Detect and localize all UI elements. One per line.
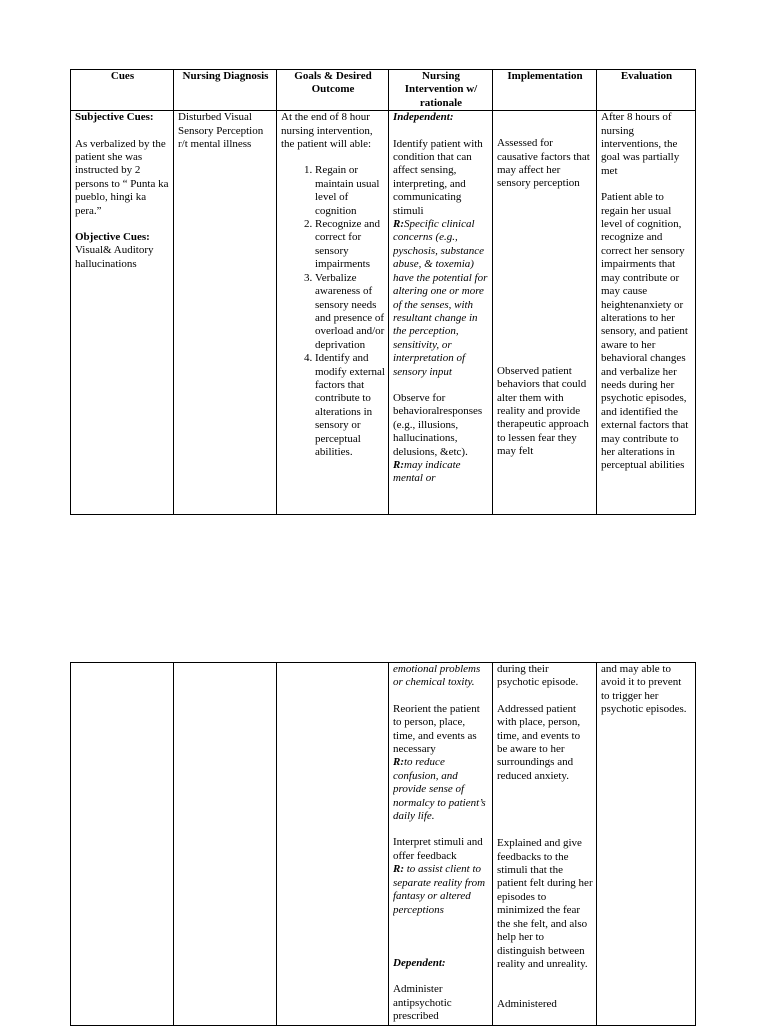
goals-cell <box>277 111 389 515</box>
implementation-cell-continued <box>493 663 597 1026</box>
care-plan-page-2 <box>70 662 695 1026</box>
intervention-cell <box>389 111 493 515</box>
intervention-2-text: Observe for behavioralresponses (e.g., illusions, hallucinations, delusions, &etc). <box>393 391 483 458</box>
intervention-4-rationale: R: to assist client to separate reality from fantasy or altered perceptions <box>393 863 486 916</box>
independent-heading: Independent: <box>393 111 454 124</box>
body-row <box>71 111 696 515</box>
header-evaluation: Evaluation <box>597 70 696 111</box>
intervention-4-text: Interpret stimuli and offer feedback <box>393 836 483 862</box>
evaluation-1: After 8 hours of nursing interventions, the goal was partially met <box>601 111 680 177</box>
intervention-1-text: Identify patient with condition that can affect sensing, interpreting, and communicating stimuli <box>393 137 483 217</box>
cues-cell <box>71 111 174 515</box>
implementation-cell <box>493 111 597 515</box>
diagnosis-cell-continued <box>174 663 277 1026</box>
goal-item: 3. Verbalize awareness of sensory needs and presence of overload and/or deprivation <box>315 272 385 352</box>
implementation-1: Assessed for causative factors that may affect her sensory perception <box>497 137 590 190</box>
objective-cues-title: Objective Cues: <box>75 231 150 244</box>
header-intervention: Nursing Intervention w/ rationale <box>389 70 493 111</box>
goals-intro: At the end of 8 hour nursing intervention, the patient will able: <box>281 111 373 151</box>
diagnosis-cell <box>174 111 277 515</box>
evaluation-cell <box>597 111 696 515</box>
objective-cues-text: Visual& Auditory hallucinations <box>75 244 154 270</box>
header-implementation: Implementation <box>493 70 597 111</box>
care-plan-table <box>70 69 696 515</box>
dependent-1-text: Administer antipsychotic prescribed <box>393 983 452 1023</box>
goals-list <box>281 164 385 459</box>
subjective-cues-title: Subjective Cues: <box>75 111 154 124</box>
implementation-2-continued: during their psychotic episode. <box>497 663 579 689</box>
implementation-5: Administered <box>497 998 557 1011</box>
goal-item: 4. Identify and modify external factors that contribute to alterations in sensory or perceptual abilities. <box>315 352 385 459</box>
intervention-3-text: Reorient the patient to person, place, time, and events as necessary <box>393 702 480 756</box>
cues-cell-continued <box>71 663 174 1026</box>
implementation-3: Addressed patient with place, person, time, and events to be aware to her surroundings and reduced anxiety. <box>497 702 581 782</box>
goal-item: 1. Regain or maintain usual level of cognition <box>315 164 385 218</box>
evaluation-cell-continued <box>597 663 696 1026</box>
intervention-1-rationale: R:Specific clinical concerns (e.g., pyschosis, substance abuse, & toxemia) have the potential for altering one or more of the senses, with resultant change in the perception, sensitivity, or interpretation of sensory input <box>393 218 488 378</box>
implementation-4: Explained and give feedbacks to the stimuli that the patient felt during her episodes to minimized the fear the she felt, and also help her to distinguish between reality and unreality. <box>497 837 593 970</box>
subjective-cues-text: As verbalized by the patient she was instructed by 2 persons to “ Punta ka pueblo, hingi ka pera.” <box>75 137 169 217</box>
nursing-diagnosis-text: Disturbed Visual Sensory Perception r/t mental illness <box>178 111 264 151</box>
dependent-heading: Dependent: <box>393 956 446 969</box>
goal-item: 2. Recognize and correct for sensory impairments <box>315 218 385 272</box>
header-goals: Goals & Desired Outcome <box>277 70 389 111</box>
header-cues: Cues <box>71 70 174 111</box>
header-nursing-diagnosis: Nursing Diagnosis <box>174 70 277 111</box>
header-row <box>71 70 696 111</box>
evaluation-2: Patient able to regain her usual level of cognition, recognize and correct her sensory impairments that may contribute or may cause heightenanxiety or alterations to her sensory, and patient aware to her behavioral changes and verbalize her needs during her psychotic episodes, and identified the external factors that may contribute to her alterations in perceptual abilities <box>601 191 689 472</box>
care-plan-table-continued <box>70 662 696 1026</box>
intervention-cell-continued <box>389 663 493 1026</box>
goals-cell-continued <box>277 663 389 1026</box>
care-plan-page-1 <box>70 69 695 515</box>
implementation-2: Observed patient behaviors that could alter them with reality and provide therapeutic approach to lessen fear they may felt <box>497 364 589 458</box>
continued-row <box>71 663 696 1026</box>
intervention-2-rationale: R:may indicate mental or <box>393 458 461 485</box>
intervention-2-rationale-continued: emotional problems or chemical toxity. <box>393 663 481 689</box>
evaluation-2-continued: and may able to avoid it to prevent to trigger her psychotic episodes. <box>601 663 687 716</box>
intervention-3-rationale: R:to reduce confusion, and provide sense of normalcy to patient’s daily life. <box>393 756 486 823</box>
